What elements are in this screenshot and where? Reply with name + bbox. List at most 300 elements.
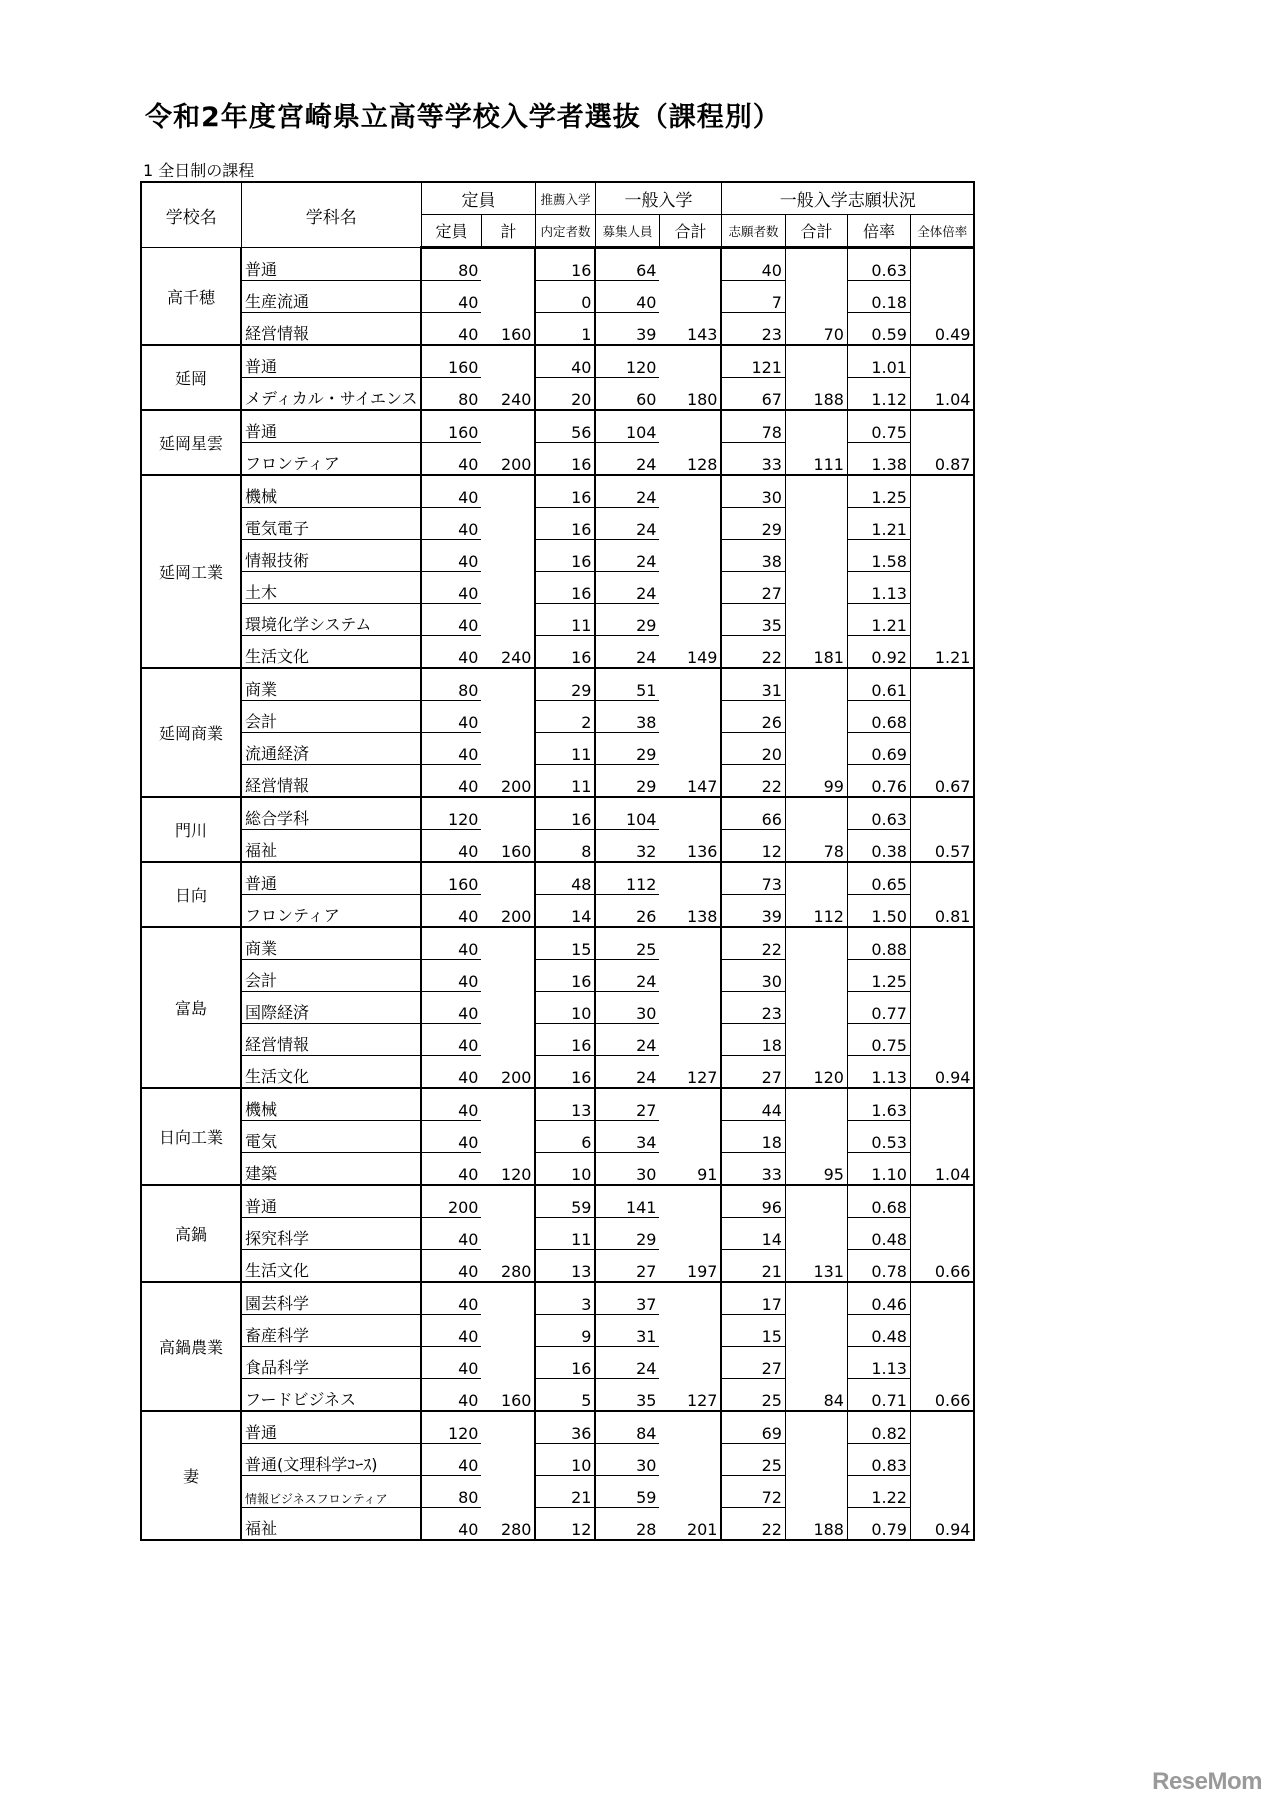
cell-general-recruit: 40 xyxy=(595,281,659,313)
cell-dept-name: 国際経済 xyxy=(241,992,421,1024)
cell-general-recruit: 24 xyxy=(595,636,659,669)
cell-dept-name: 情報技術 xyxy=(241,540,421,572)
cell-applicants: 27 xyxy=(721,1056,785,1089)
cell-general-recruit: 104 xyxy=(595,797,659,830)
cell-capacity-total: 240 xyxy=(481,378,535,411)
cell-recommend-admitted: 36 xyxy=(535,1411,595,1444)
table-row xyxy=(141,475,974,508)
table-row xyxy=(141,1153,974,1186)
table-row xyxy=(141,508,974,540)
cell-general-recruit: 24 xyxy=(595,475,659,508)
cell-applicants: 33 xyxy=(721,443,785,476)
cell-recommend-admitted: 2 xyxy=(535,701,595,733)
cell-apply-total: 78 xyxy=(785,830,847,863)
cell-overall-ratio xyxy=(910,797,974,830)
cell-applicants: 66 xyxy=(721,797,785,830)
cell-apply-total: 84 xyxy=(785,1379,847,1412)
cell-applicants: 17 xyxy=(721,1282,785,1315)
cell-apply-total xyxy=(785,1185,847,1218)
cell-capacity-total xyxy=(481,1411,535,1444)
cell-capacity-total xyxy=(481,1088,535,1121)
cell-general-total xyxy=(659,1282,721,1315)
cell-dept-name: 会計 xyxy=(241,701,421,733)
cell-dept-name: 普通 xyxy=(241,1411,421,1444)
header-apply-total: 合計 xyxy=(785,215,847,248)
cell-general-recruit: 31 xyxy=(595,1315,659,1347)
header-general-recruit: 募集人員 xyxy=(595,215,659,248)
cell-general-recruit: 29 xyxy=(595,604,659,636)
cell-recommend-admitted: 11 xyxy=(535,1218,595,1250)
cell-recommend-admitted: 16 xyxy=(535,1024,595,1056)
cell-recommend-admitted: 40 xyxy=(535,345,595,378)
cell-dept-name: 探究科学 xyxy=(241,1218,421,1250)
table-row xyxy=(141,895,974,928)
header-recommend-group: 推薦入学 xyxy=(535,182,595,215)
cell-general-recruit: 29 xyxy=(595,1218,659,1250)
table-row xyxy=(141,443,974,476)
cell-capacity-total xyxy=(481,345,535,378)
cell-dept-name: 食品科学 xyxy=(241,1347,421,1379)
cell-general-total xyxy=(659,508,721,540)
cell-school-name: 延岡星雲 xyxy=(141,410,241,475)
cell-recommend-admitted: 15 xyxy=(535,927,595,960)
cell-overall-ratio: 0.87 xyxy=(910,443,974,476)
cell-school-name: 日向 xyxy=(141,862,241,927)
cell-overall-ratio xyxy=(910,281,974,313)
cell-apply-total xyxy=(785,927,847,960)
cell-recommend-admitted: 16 xyxy=(535,1347,595,1379)
cell-dept-name: 生活文化 xyxy=(241,636,421,669)
cell-general-recruit: 39 xyxy=(595,313,659,346)
cell-general-recruit: 24 xyxy=(595,540,659,572)
cell-general-recruit: 30 xyxy=(595,1153,659,1186)
table-row xyxy=(141,1185,974,1218)
cell-general-total xyxy=(659,1185,721,1218)
cell-school-name: 延岡商業 xyxy=(141,668,241,797)
cell-capacity-total: 200 xyxy=(481,443,535,476)
cell-capacity-total: 160 xyxy=(481,830,535,863)
cell-general-total xyxy=(659,1024,721,1056)
cell-general-recruit: 59 xyxy=(595,1476,659,1508)
cell-overall-ratio xyxy=(910,862,974,895)
cell-recommend-admitted: 16 xyxy=(535,540,595,572)
table-row xyxy=(141,636,974,669)
cell-capacity-total: 200 xyxy=(481,895,535,928)
cell-dept-name: 普通 xyxy=(241,248,421,281)
cell-capacity: 40 xyxy=(421,701,481,733)
table-row xyxy=(141,830,974,863)
cell-capacity-total xyxy=(481,960,535,992)
cell-capacity: 40 xyxy=(421,1088,481,1121)
cell-general-recruit: 29 xyxy=(595,733,659,765)
cell-recommend-admitted: 21 xyxy=(535,1476,595,1508)
cell-recommend-admitted: 11 xyxy=(535,604,595,636)
table-row xyxy=(141,1218,974,1250)
table-row xyxy=(141,1379,974,1412)
cell-applicants: 23 xyxy=(721,313,785,346)
cell-applicants: 40 xyxy=(721,248,785,281)
cell-general-total xyxy=(659,1476,721,1508)
cell-dept-name: 経営情報 xyxy=(241,1024,421,1056)
table-row xyxy=(141,992,974,1024)
cell-capacity: 40 xyxy=(421,443,481,476)
cell-ratio: 0.48 xyxy=(847,1218,910,1250)
cell-dept-name: フロンティア xyxy=(241,443,421,476)
table-row xyxy=(141,668,974,701)
cell-ratio: 0.78 xyxy=(847,1250,910,1283)
cell-apply-total: 95 xyxy=(785,1153,847,1186)
section-heading: 1 全日制の課程 xyxy=(143,161,255,180)
cell-general-total: 201 xyxy=(659,1508,721,1541)
cell-apply-total xyxy=(785,1476,847,1508)
cell-capacity: 160 xyxy=(421,862,481,895)
cell-ratio: 0.69 xyxy=(847,733,910,765)
cell-capacity: 40 xyxy=(421,572,481,604)
page-title: 令和2年度宮崎県立高等学校入学者選抜（課程別） xyxy=(145,102,781,133)
cell-recommend-admitted: 48 xyxy=(535,862,595,895)
cell-general-total: 147 xyxy=(659,765,721,798)
cell-capacity-total xyxy=(481,1347,535,1379)
cell-apply-total: 70 xyxy=(785,313,847,346)
cell-dept-name: 普通 xyxy=(241,1185,421,1218)
cell-overall-ratio: 1.04 xyxy=(910,1153,974,1186)
cell-dept-name: 機械 xyxy=(241,475,421,508)
cell-overall-ratio xyxy=(910,1024,974,1056)
table-row xyxy=(141,927,974,960)
table-row xyxy=(141,540,974,572)
cell-applicants: 23 xyxy=(721,992,785,1024)
cell-general-total xyxy=(659,862,721,895)
cell-capacity-total: 160 xyxy=(481,313,535,346)
cell-ratio: 0.38 xyxy=(847,830,910,863)
cell-ratio: 0.68 xyxy=(847,1185,910,1218)
cell-applicants: 26 xyxy=(721,701,785,733)
cell-overall-ratio: 1.04 xyxy=(910,378,974,411)
cell-ratio: 0.76 xyxy=(847,765,910,798)
cell-dept-name: 土木 xyxy=(241,572,421,604)
header-ratio: 倍率 xyxy=(847,215,910,248)
cell-ratio: 0.68 xyxy=(847,701,910,733)
cell-overall-ratio: 0.67 xyxy=(910,765,974,798)
cell-capacity-total xyxy=(481,668,535,701)
cell-general-total: 180 xyxy=(659,378,721,411)
cell-ratio: 1.22 xyxy=(847,1476,910,1508)
cell-ratio: 1.13 xyxy=(847,1056,910,1089)
cell-recommend-admitted: 11 xyxy=(535,765,595,798)
table-row xyxy=(141,797,974,830)
cell-general-total: 128 xyxy=(659,443,721,476)
cell-applicants: 25 xyxy=(721,1379,785,1412)
cell-applicants: 7 xyxy=(721,281,785,313)
cell-dept-name: 園芸科学 xyxy=(241,1282,421,1315)
cell-capacity-total xyxy=(481,797,535,830)
table-row xyxy=(141,701,974,733)
cell-apply-total xyxy=(785,1315,847,1347)
cell-ratio: 0.75 xyxy=(847,1024,910,1056)
cell-general-total xyxy=(659,1315,721,1347)
cell-dept-name: 経営情報 xyxy=(241,765,421,798)
cell-recommend-admitted: 8 xyxy=(535,830,595,863)
cell-capacity-total xyxy=(481,862,535,895)
cell-capacity: 40 xyxy=(421,765,481,798)
cell-ratio: 1.21 xyxy=(847,508,910,540)
cell-capacity: 40 xyxy=(421,313,481,346)
cell-recommend-admitted: 5 xyxy=(535,1379,595,1412)
cell-general-total: 127 xyxy=(659,1056,721,1089)
cell-ratio: 0.71 xyxy=(847,1379,910,1412)
cell-applicants: 38 xyxy=(721,540,785,572)
cell-apply-total: 112 xyxy=(785,895,847,928)
cell-ratio: 0.63 xyxy=(847,248,910,281)
cell-general-total xyxy=(659,345,721,378)
cell-recommend-admitted: 10 xyxy=(535,1444,595,1476)
cell-general-total xyxy=(659,248,721,281)
cell-recommend-admitted: 59 xyxy=(535,1185,595,1218)
cell-recommend-admitted: 10 xyxy=(535,992,595,1024)
table-row xyxy=(141,862,974,895)
table-row xyxy=(141,1024,974,1056)
cell-applicants: 22 xyxy=(721,636,785,669)
cell-apply-total xyxy=(785,1121,847,1153)
cell-dept-name: 畜産科学 xyxy=(241,1315,421,1347)
cell-applicants: 78 xyxy=(721,410,785,443)
cell-dept-name: 福祉 xyxy=(241,830,421,863)
cell-general-total xyxy=(659,927,721,960)
cell-apply-total xyxy=(785,475,847,508)
cell-ratio: 0.83 xyxy=(847,1444,910,1476)
table-row xyxy=(141,604,974,636)
cell-capacity: 40 xyxy=(421,927,481,960)
cell-school-name: 日向工業 xyxy=(141,1088,241,1185)
cell-dept-name: 会計 xyxy=(241,960,421,992)
cell-general-recruit: 32 xyxy=(595,830,659,863)
cell-capacity-total xyxy=(481,410,535,443)
cell-overall-ratio xyxy=(910,1347,974,1379)
table-row xyxy=(141,733,974,765)
cell-applicants: 15 xyxy=(721,1315,785,1347)
table-row xyxy=(141,1056,974,1089)
cell-general-recruit: 29 xyxy=(595,765,659,798)
cell-applicants: 73 xyxy=(721,862,785,895)
cell-apply-total xyxy=(785,733,847,765)
cell-general-total xyxy=(659,960,721,992)
table-row xyxy=(141,572,974,604)
cell-capacity: 120 xyxy=(421,797,481,830)
cell-general-total xyxy=(659,410,721,443)
table-row xyxy=(141,1444,974,1476)
cell-overall-ratio xyxy=(910,960,974,992)
cell-school-name: 富島 xyxy=(141,927,241,1088)
cell-overall-ratio: 1.21 xyxy=(910,636,974,669)
cell-apply-total xyxy=(785,1282,847,1315)
cell-dept-name: 生活文化 xyxy=(241,1250,421,1283)
cell-dept-name: 普通 xyxy=(241,410,421,443)
cell-general-total: 143 xyxy=(659,313,721,346)
cell-capacity: 120 xyxy=(421,1411,481,1444)
cell-applicants: 22 xyxy=(721,765,785,798)
cell-overall-ratio xyxy=(910,733,974,765)
cell-general-recruit: 104 xyxy=(595,410,659,443)
cell-apply-total xyxy=(785,797,847,830)
cell-recommend-admitted: 13 xyxy=(535,1088,595,1121)
cell-recommend-admitted: 12 xyxy=(535,1508,595,1541)
cell-ratio: 0.46 xyxy=(847,1282,910,1315)
cell-dept-name: 普通 xyxy=(241,345,421,378)
cell-capacity: 40 xyxy=(421,1121,481,1153)
cell-ratio: 0.79 xyxy=(847,1508,910,1541)
table-row xyxy=(141,1250,974,1283)
cell-capacity: 40 xyxy=(421,1508,481,1541)
header-general-total: 合計 xyxy=(659,215,721,248)
cell-school-name: 延岡 xyxy=(141,345,241,410)
cell-general-total: 197 xyxy=(659,1250,721,1283)
cell-apply-total xyxy=(785,604,847,636)
table-row xyxy=(141,313,974,346)
cell-general-total xyxy=(659,475,721,508)
cell-dept-name: 普通 xyxy=(241,862,421,895)
cell-ratio: 0.48 xyxy=(847,1315,910,1347)
cell-dept-name: フロンティア xyxy=(241,895,421,928)
cell-apply-total xyxy=(785,1088,847,1121)
cell-general-recruit: 141 xyxy=(595,1185,659,1218)
cell-applicants: 27 xyxy=(721,572,785,604)
cell-overall-ratio xyxy=(910,410,974,443)
cell-capacity: 40 xyxy=(421,475,481,508)
cell-ratio: 0.65 xyxy=(847,862,910,895)
cell-recommend-admitted: 1 xyxy=(535,313,595,346)
cell-applicants: 25 xyxy=(721,1444,785,1476)
header-capacity-group: 定員 xyxy=(421,182,535,215)
cell-general-total xyxy=(659,540,721,572)
table-row xyxy=(141,1088,974,1121)
cell-capacity: 80 xyxy=(421,668,481,701)
cell-capacity: 40 xyxy=(421,733,481,765)
cell-dept-name: 環境化学システム xyxy=(241,604,421,636)
cell-general-recruit: 34 xyxy=(595,1121,659,1153)
cell-apply-total: 181 xyxy=(785,636,847,669)
cell-capacity-total xyxy=(481,1218,535,1250)
cell-capacity-total: 240 xyxy=(481,636,535,669)
cell-capacity-total xyxy=(481,572,535,604)
cell-ratio: 1.25 xyxy=(847,475,910,508)
cell-capacity: 40 xyxy=(421,636,481,669)
cell-dept-name: 普通(文理科学ｺｰｽ) xyxy=(241,1444,421,1476)
cell-capacity: 40 xyxy=(421,1347,481,1379)
cell-applicants: 27 xyxy=(721,1347,785,1379)
cell-general-recruit: 27 xyxy=(595,1088,659,1121)
table-row xyxy=(141,1347,974,1379)
cell-recommend-admitted: 16 xyxy=(535,572,595,604)
cell-general-recruit: 112 xyxy=(595,862,659,895)
cell-dept-name: 経営情報 xyxy=(241,313,421,346)
cell-overall-ratio: 0.66 xyxy=(910,1379,974,1412)
cell-general-total xyxy=(659,797,721,830)
cell-general-recruit: 24 xyxy=(595,1347,659,1379)
cell-general-recruit: 24 xyxy=(595,572,659,604)
cell-apply-total xyxy=(785,668,847,701)
cell-dept-name: 総合学科 xyxy=(241,797,421,830)
cell-recommend-admitted: 0 xyxy=(535,281,595,313)
cell-ratio: 0.88 xyxy=(847,927,910,960)
cell-applicants: 22 xyxy=(721,1508,785,1541)
cell-apply-total xyxy=(785,960,847,992)
cell-apply-total xyxy=(785,345,847,378)
cell-dept-name: 電気電子 xyxy=(241,508,421,540)
cell-ratio: 0.59 xyxy=(847,313,910,346)
table-row xyxy=(141,960,974,992)
cell-applicants: 30 xyxy=(721,960,785,992)
cell-apply-total xyxy=(785,281,847,313)
cell-ratio: 1.38 xyxy=(847,443,910,476)
cell-general-total: 91 xyxy=(659,1153,721,1186)
cell-applicants: 12 xyxy=(721,830,785,863)
cell-overall-ratio xyxy=(910,345,974,378)
cell-ratio: 0.75 xyxy=(847,410,910,443)
cell-capacity-total xyxy=(481,1476,535,1508)
table-row xyxy=(141,1315,974,1347)
cell-ratio: 1.21 xyxy=(847,604,910,636)
cell-capacity-total xyxy=(481,1121,535,1153)
cell-dept-name: 生活文化 xyxy=(241,1056,421,1089)
table-row xyxy=(141,281,974,313)
cell-ratio: 1.10 xyxy=(847,1153,910,1186)
cell-capacity: 40 xyxy=(421,992,481,1024)
watermark-logo: ReseMom xyxy=(1152,1768,1262,1795)
cell-ratio: 1.01 xyxy=(847,345,910,378)
cell-recommend-admitted: 3 xyxy=(535,1282,595,1315)
table-body xyxy=(141,248,974,1541)
cell-ratio: 1.13 xyxy=(847,1347,910,1379)
cell-general-recruit: 27 xyxy=(595,1250,659,1283)
cell-applicants: 121 xyxy=(721,345,785,378)
cell-overall-ratio xyxy=(910,475,974,508)
header-general-group: 一般入学 xyxy=(595,182,721,215)
cell-dept-name: 流通経済 xyxy=(241,733,421,765)
cell-apply-total xyxy=(785,572,847,604)
cell-capacity-total xyxy=(481,540,535,572)
cell-recommend-admitted: 10 xyxy=(535,1153,595,1186)
cell-overall-ratio xyxy=(910,1444,974,1476)
cell-capacity: 40 xyxy=(421,1250,481,1283)
cell-dept-name: 電気 xyxy=(241,1121,421,1153)
cell-dept-name: 商業 xyxy=(241,927,421,960)
cell-ratio: 0.92 xyxy=(847,636,910,669)
cell-general-total xyxy=(659,1444,721,1476)
cell-apply-total: 188 xyxy=(785,1508,847,1541)
table-row xyxy=(141,345,974,378)
cell-capacity-total xyxy=(481,1282,535,1315)
cell-overall-ratio: 0.94 xyxy=(910,1508,974,1541)
cell-general-recruit: 84 xyxy=(595,1411,659,1444)
cell-dept-name: メディカル・サイエンス xyxy=(241,378,421,411)
cell-recommend-admitted: 16 xyxy=(535,475,595,508)
table-row xyxy=(141,248,974,281)
cell-capacity-total xyxy=(481,1185,535,1218)
table-row xyxy=(141,1411,974,1444)
cell-capacity-total xyxy=(481,604,535,636)
cell-general-total: 136 xyxy=(659,830,721,863)
cell-general-total xyxy=(659,572,721,604)
cell-capacity: 40 xyxy=(421,960,481,992)
cell-general-recruit: 24 xyxy=(595,1056,659,1089)
cell-general-recruit: 51 xyxy=(595,668,659,701)
cell-overall-ratio xyxy=(910,540,974,572)
cell-recommend-admitted: 16 xyxy=(535,960,595,992)
header-capacity: 定員 xyxy=(421,215,481,248)
cell-overall-ratio xyxy=(910,572,974,604)
cell-general-recruit: 30 xyxy=(595,992,659,1024)
cell-apply-total xyxy=(785,1411,847,1444)
